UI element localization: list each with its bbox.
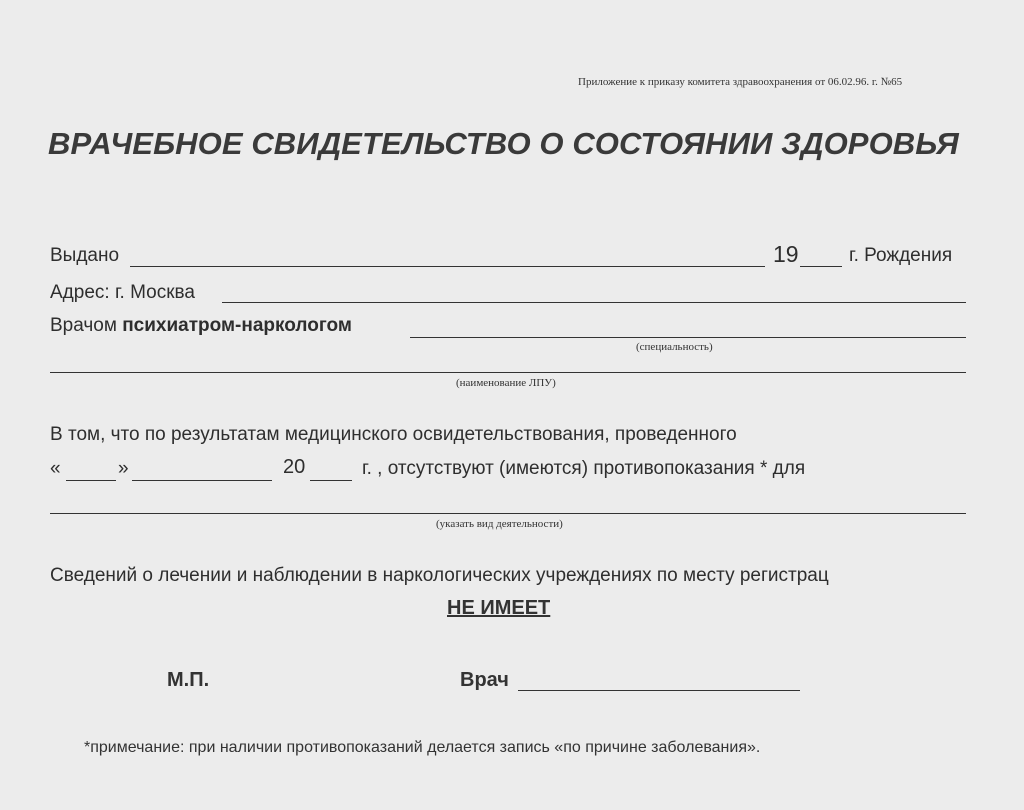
birth-label: г. Рождения (849, 245, 953, 266)
doctor-label (50, 315, 352, 337)
doctor-specialty-value: психиатром-наркологом (122, 315, 352, 336)
footnote: *примечание: при наличии противопоказаний делается запись «по причине заболевания». (84, 739, 761, 756)
issued-name-field[interactable] (130, 266, 765, 267)
exam-year-field[interactable] (310, 480, 352, 481)
specialty-field[interactable] (410, 337, 966, 338)
doctor-signature-field[interactable] (518, 690, 800, 691)
body-line-1: В том, что по результатам медицинского освидетельствования, проведенного (50, 424, 737, 445)
doctor-label-text: Врачом (50, 315, 117, 336)
body-line-3: Сведений о лечении и наблюдении в наркологических учреждениях по месту регистрац (50, 565, 829, 586)
header-note: Приложение к приказу комитета здравоохранения от 06.02.96. г. №65 (578, 76, 903, 88)
exam-year-prefix: 20 (283, 456, 306, 478)
birth-year-prefix: 19 (773, 241, 799, 267)
address-label: Адрес: г. Москва (50, 282, 195, 303)
lpu-field[interactable] (50, 372, 966, 373)
birth-year-field[interactable] (800, 266, 842, 267)
verdict: НЕ ИМЕЕТ (447, 597, 551, 619)
activity-caption: (указать вид деятельности) (436, 518, 563, 530)
doctor-signature-label: Врач (460, 669, 509, 691)
specialty-caption: (специальность) (636, 341, 713, 353)
address-field[interactable] (222, 302, 966, 303)
lpu-caption: (наименование ЛПУ) (456, 377, 556, 389)
open-quote: « (50, 458, 61, 479)
issued-label: Выдано (50, 245, 120, 266)
page-title: ВРАЧЕБНОЕ СВИДЕТЕЛЬСТВО О СОСТОЯНИИ ЗДОРОВЬЯ (48, 126, 959, 161)
close-quote: » (118, 458, 129, 479)
activity-field[interactable] (50, 513, 966, 514)
day-field[interactable] (66, 480, 116, 481)
month-field[interactable] (132, 480, 272, 481)
stamp-label: М.П. (167, 669, 210, 691)
body-line-2: г. , отсутствуют (имеются) противопоказания * для (362, 458, 806, 479)
